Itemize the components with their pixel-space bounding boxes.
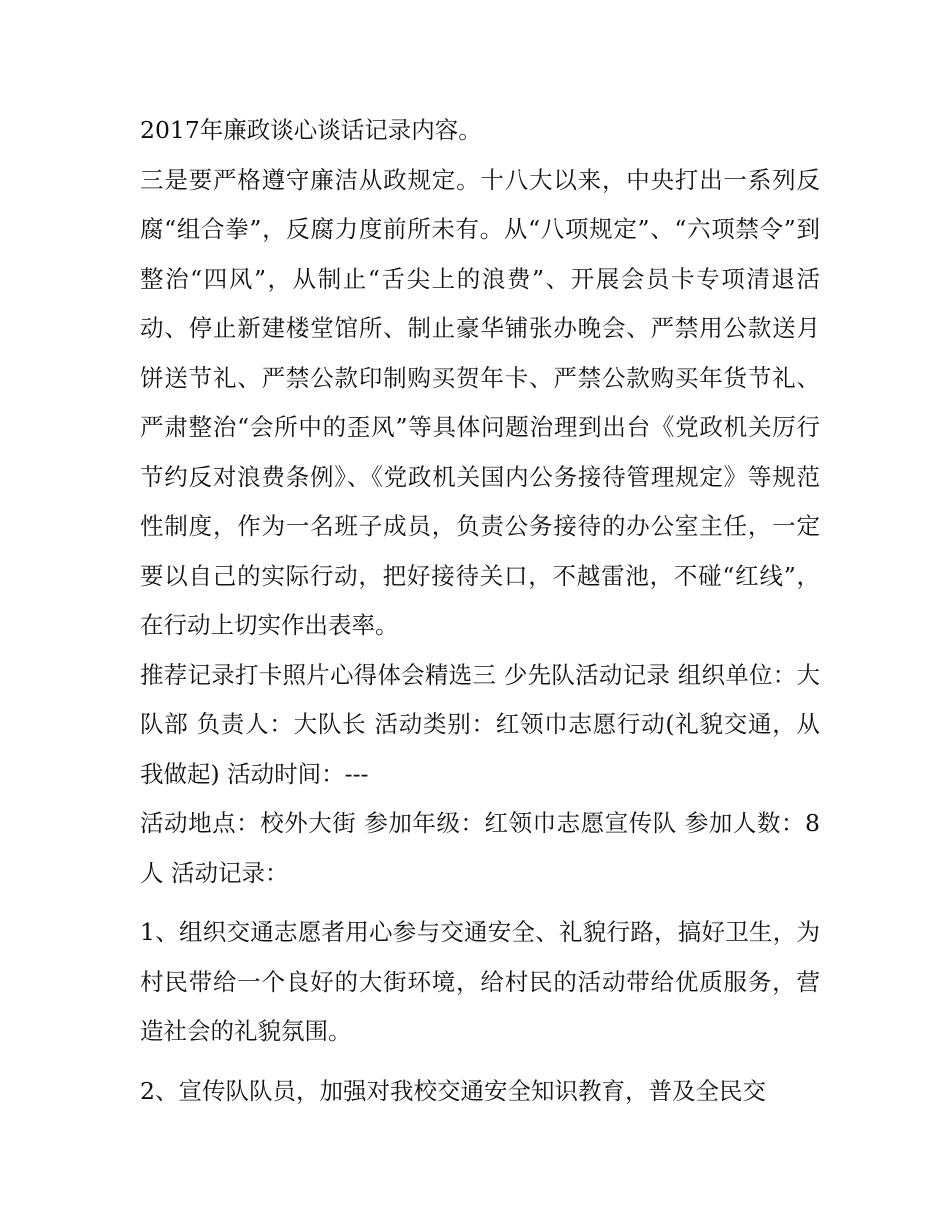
document-body (140, 106, 820, 1116)
paragraph-integrity-rules: 三是要严格遵守廉洁从政规定。十八大以来，中央打出一系列反腐“组合拳”，反腐力度前所未有。从“八项规定”、“六项禁令”到整治“四风”，从制止“舌尖上的浪费”、开展会员卡专项清退活动、停止新建楼堂馆所、制止豪华铺张办晚会、严禁用公款送月饼送节礼、严禁公款印制购买贺年卡、严禁公款购买年货节礼、严肃整治“会所中的歪风”等具体问题治理到出台《党政机关厉行节约反对浪费条例》、《党政机关国内公务接待管理规定》等规范性制度，作为一名班子成员，负责公务接待的办公室主任，一定要以自己的实际行动，把好接待关口，不越雷池，不碰“红线”，在行动上切实作出表率。 (140, 165, 820, 639)
paragraph-activity-item-1: 1、组织交通志愿者用心参与交通安全、礼貌行路，搞好卫生，为村民带给一个良好的大街环境，给村民的活动带给优质服务，营造社会的礼貌氛围。 (140, 918, 820, 1045)
document-title-line: 2017年廉政谈心谈话记录内容。 (140, 116, 482, 144)
paragraph-activity-header: 推荐记录打卡照片心得体会精选三 少先队活动记录 组织单位：大队部 负责人：大队长 活动类别：红领巾志愿行动(礼貌交通，从我做起) 活动时间：--- (140, 660, 820, 788)
paragraph-activity-location: 活动地点：校外大街 参加年级：红领巾志愿宣传队 参加人数：8人 活动记录： (140, 809, 820, 887)
paragraph-activity-item-2: 2、宣传队队员，加强对我校交通安全知识教育，普及全民交 (140, 1076, 766, 1105)
